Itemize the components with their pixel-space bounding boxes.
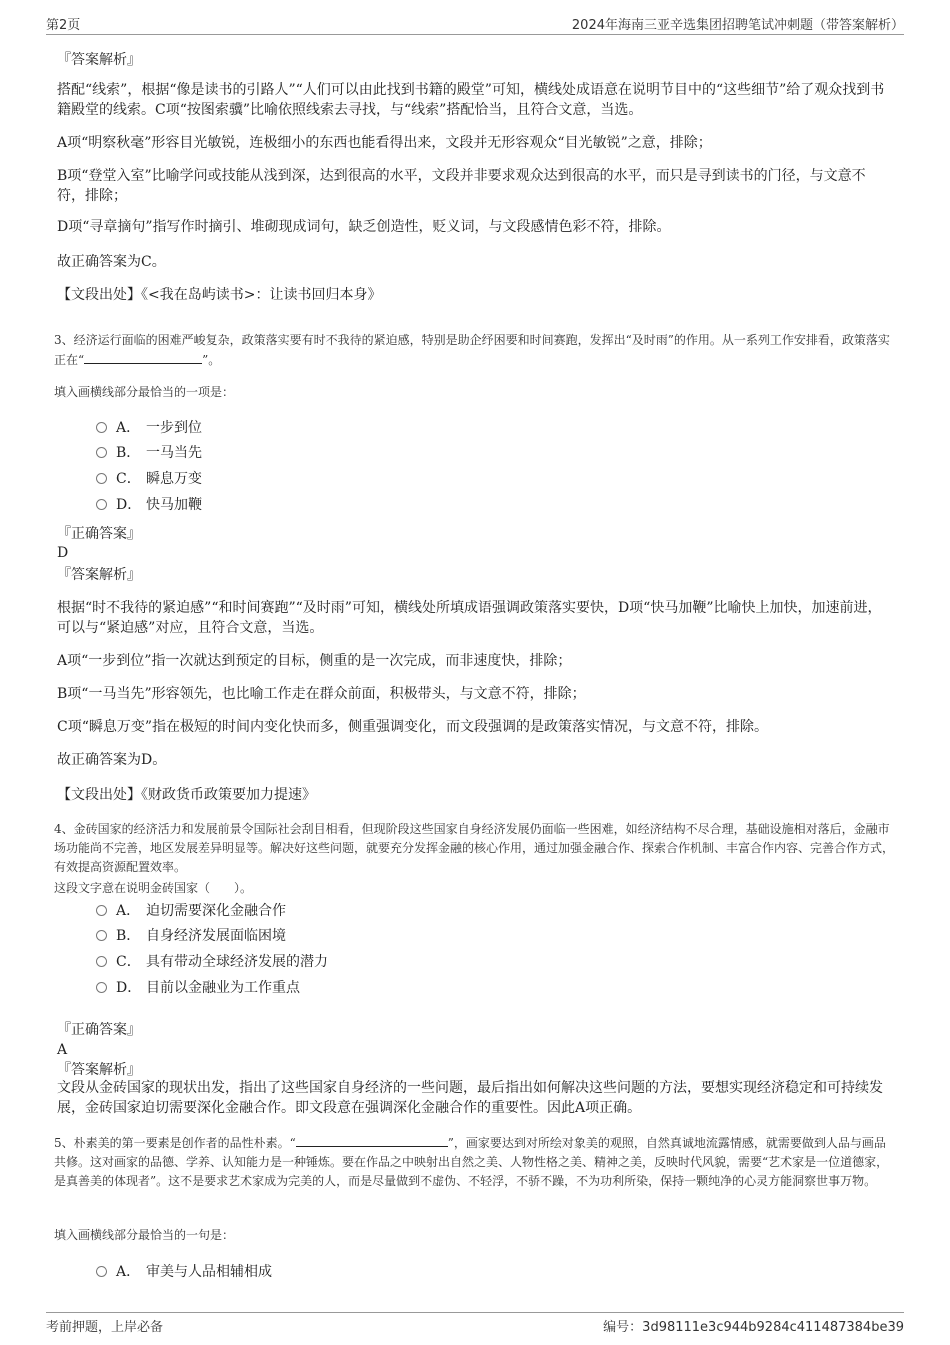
source-citation: 【文段出处】《财政货币政策要加力提速》 [57, 787, 316, 803]
analysis-option-d: D项“寻章摘句”指写作时摘引、堆砌现成词句，缺乏创造性，贬义词，与文段感情色彩不符，排除。 [57, 219, 671, 235]
option-c[interactable]: C． 瞬息万变 [96, 468, 202, 490]
option-a[interactable]: A． 审美与人品相辅相成 [96, 1261, 272, 1283]
analysis-conclusion: 故正确答案为C。 [57, 254, 166, 270]
analysis-paragraph: 搭配“线索”，根据“像是读书的引路人”“人们可以由此找到书籍的殿堂”可知，横线处成语意在说明节目中的“这些细节”给了观众找到书籍殿堂的线索。C项“按图索骥”比喻依照线索去寻找，与“线索”搭配恰当，且符合文意，当选。 [57, 82, 885, 118]
radio-icon[interactable] [96, 499, 107, 510]
option-b[interactable]: B． 一马当先 [96, 442, 202, 464]
radio-icon[interactable] [96, 447, 107, 458]
analysis-option-c: C项“瞬息万变”指在极短的时间内变化快而多，侧重强调变化，而文段强调的是政策落实情况，与文意不符，排除。 [57, 719, 769, 735]
fill-blank [296, 1133, 448, 1147]
analysis-label: 『答案解析』 [57, 52, 141, 68]
correct-answer-label: 『正确答案』 [57, 1022, 141, 1038]
analysis-option-b: B项“一马当先”形容领先，也比喻工作走在群众前面，积极带头，与文意不符，排除； [57, 686, 586, 702]
radio-icon[interactable] [96, 473, 107, 484]
radio-icon[interactable] [96, 1266, 107, 1277]
analysis-conclusion: 故正确答案为D。 [57, 752, 167, 768]
question-5-stem: 5、朴素美的第一要素是创作者的品性朴素。“ ”，画家要达到对所绘对象美的观照，自然真诚地流露情感，就需要做到人品与画品共修。这对画家的品德、学养、认知能力是一种锤炼。要在作品之中映射出自然之美、人物性格之美、精神之美，反映时代风貌，需要“艺术家是一位道德家，是真善美的体现者”。这不是要求艺术家成为完美的人，而是尽量做到不虚伪、不轻浮，不骄不躁，不为功利所染，保持一颗纯净的心灵方能洞察世事万物。 [54, 1133, 894, 1191]
option-a[interactable]: A． 一步到位 [96, 417, 202, 439]
correct-answer: A [57, 1042, 68, 1058]
page-footer [46, 1312, 904, 1336]
question-5-prompt: 填入画横线部分最恰当的一句是： [54, 1228, 235, 1242]
analysis-option-a: A项“一步到位”指一次就达到预定的目标，侧重的是一次完成，而非速度快，排除； [57, 653, 572, 669]
page-header [46, 14, 904, 35]
option-d[interactable]: D． 目前以金融业为工作重点 [96, 977, 300, 999]
analysis-option-b: B项“登堂入室”比喻学问或技能从浅到深，达到很高的水平，文段并非要求观众达到很高的水平，而只是寻到读书的门径，与文意不符，排除； [57, 168, 866, 204]
radio-icon[interactable] [96, 982, 107, 993]
option-d[interactable]: D． 快马加鞭 [96, 494, 202, 516]
question-4-prompt: 这段文字意在说明金砖国家（ ）。 [54, 881, 253, 895]
analysis-paragraph: 根据“时不我待的紧迫感”“和时间赛跑”“及时雨”可知，横线处所填成语强调政策落实要快，D项“快马加鞭”比喻快上加快，加速前进，可以与“紧迫感”对应，且符合文意，当选。 [57, 600, 882, 636]
fill-blank [84, 350, 202, 364]
page-number: 第2页 [46, 18, 81, 33]
analysis-label: 『答案解析』 [57, 1062, 141, 1078]
radio-icon[interactable] [96, 930, 107, 941]
question-4-stem: 4、金砖国家的经济活力和发展前景令国际社会刮目相看，但现阶段这些国家自身经济发展仍面临一些困难，如经济结构不尽合理，基础设施相对落后，金融市场功能尚不完善，地区发展差异明显等。解决好这些问题，就要充分发挥金融的核心作用，通过加强金融合作、探索合作机制、丰富合作内容、完善合作方式，有效提高资源配置效率。 [54, 822, 895, 874]
question-3-stem: 3、经济运行面临的困难严峻复杂，政策落实要有时不我待的紧迫感，特别是助企纾困要和时间赛跑，发挥出“及时雨”的作用。从一系列工作安排看，政策落实正在“ ”。 [54, 333, 890, 367]
analysis-label: 『答案解析』 [57, 567, 141, 583]
question-3-prompt: 填入画横线部分最恰当的一项是： [54, 385, 235, 399]
document-id: 编号：3d98111e3c944b9284c411487384be39 [603, 1320, 904, 1335]
source-citation: 【文段出处】《<我在岛屿读书>：让读书回归本身》 [57, 287, 382, 303]
option-a[interactable]: A． 迫切需要深化金融合作 [96, 900, 286, 922]
radio-icon[interactable] [96, 905, 107, 916]
document-title: 2024年海南三亚辛选集团招聘笔试冲刺题（带答案解析） [571, 18, 904, 33]
radio-icon[interactable] [96, 956, 107, 967]
option-b[interactable]: B． 自身经济发展面临困境 [96, 925, 286, 947]
footer-slogan: 考前押题，上岸必备 [46, 1320, 164, 1335]
radio-icon[interactable] [96, 422, 107, 433]
correct-answer: D [57, 545, 69, 561]
analysis-paragraph: 文段从金砖国家的现状出发，指出了这些国家自身经济的一些问题，最后指出如何解决这些问题的方法，要想实现经济稳定和可持续发展，金砖国家迫切需要深化金融合作。即文段意在强调深化金融合作的重要性。因此A项正确。 [57, 1080, 883, 1116]
analysis-option-a: A项“明察秋毫”形容目光敏锐，连极细小的东西也能看得出来，文段并无形容观众“目光敏锐”之意，排除； [57, 135, 712, 151]
option-c[interactable]: C． 具有带动全球经济发展的潜力 [96, 951, 328, 973]
correct-answer-label: 『正确答案』 [57, 526, 141, 542]
